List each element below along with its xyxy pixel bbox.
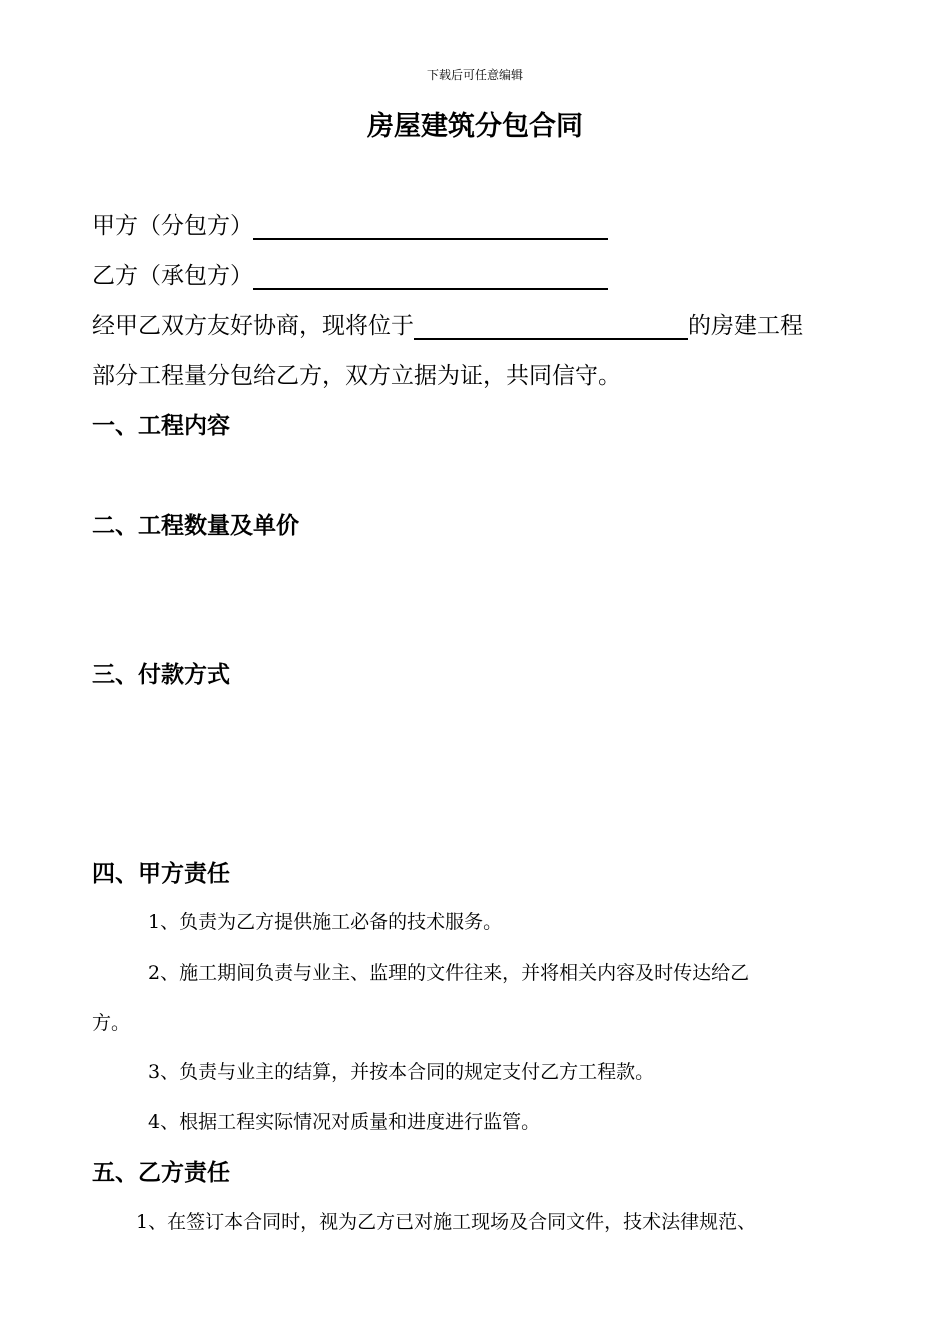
location-blank	[414, 314, 688, 340]
party-b-duty-1: 1、在签订本合同时，视为乙方已对施工现场及合同文件，技术法律规范、	[136, 1211, 757, 1233]
header-note: 下载后可任意编辑	[426, 68, 523, 82]
party-a-duty-2: 2、施工期间负责与业主、监理的文件往来，并将相关内容及时传达给乙	[148, 962, 750, 984]
party-a-label: 甲方（分包方）	[92, 213, 253, 239]
party-a-duty-2-cont: 方。	[92, 1012, 131, 1034]
intro-suffix: 的房建工程	[688, 313, 803, 339]
section-heading-3: 三、付款方式	[92, 661, 230, 688]
intro-line-1	[92, 307, 803, 340]
section-heading-2: 二、工程数量及单价	[92, 512, 299, 539]
section-heading-5: 五、乙方责任	[92, 1159, 230, 1186]
party-a-blank	[253, 214, 608, 240]
section-heading-1: 一、工程内容	[92, 412, 230, 439]
section-heading-4: 四、甲方责任	[92, 860, 230, 887]
document-title: 房屋建筑分包合同	[367, 111, 583, 142]
intro-prefix: 经甲乙双方友好协商，现将位于	[92, 313, 414, 339]
party-a-line	[92, 207, 608, 240]
party-a-duty-3: 3、负责与业主的结算，并按本合同的规定支付乙方工程款。	[148, 1061, 655, 1083]
intro-line-2: 部分工程量分包给乙方，双方立据为证，共同信守。	[92, 363, 621, 389]
party-a-duty-1: 1、负责为乙方提供施工必备的技术服务。	[148, 911, 503, 933]
party-b-blank	[253, 264, 608, 290]
party-a-duty-4: 4、根据工程实际情况对质量和进度进行监管。	[148, 1111, 541, 1133]
party-b-label: 乙方（承包方）	[92, 263, 253, 289]
party-b-line	[92, 257, 608, 290]
